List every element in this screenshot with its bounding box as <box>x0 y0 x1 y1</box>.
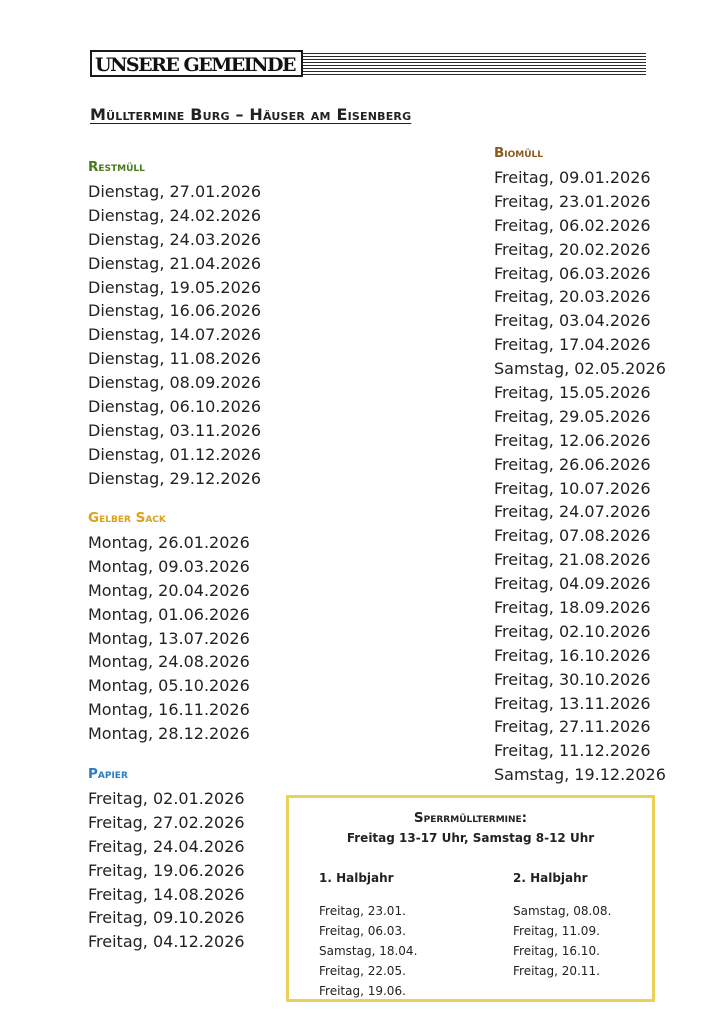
first-half-title: 1. Halbjahr <box>319 871 394 885</box>
first-half-dates <box>319 901 417 1001</box>
biomuell-title: Biomüll <box>494 145 544 161</box>
date-item: Montag, 24.08.2026 <box>88 652 250 672</box>
date-item: Freitag, 09.10.2026 <box>88 908 245 928</box>
restmuell-dates <box>88 180 261 491</box>
date-item: Montag, 05.10.2026 <box>88 676 250 696</box>
date-item: Freitag, 20.11. <box>513 964 600 978</box>
sperrmuell-hours: Freitag 13-17 Uhr, Samstag 8-12 Uhr <box>346 831 595 845</box>
date-item: Freitag, 22.05. <box>319 964 406 978</box>
date-item: Freitag, 11.12.2026 <box>494 741 651 761</box>
date-item: Freitag, 04.12.2026 <box>88 932 245 952</box>
page-title: Mülltermine Burg – Häuser am Eisenberg <box>90 105 412 124</box>
second-half-column <box>513 871 611 981</box>
date-item: Montag, 16.11.2026 <box>88 700 250 720</box>
date-item: Freitag, 11.09. <box>513 924 600 938</box>
date-item: Freitag, 02.10.2026 <box>494 621 651 641</box>
date-item: Dienstag, 14.07.2026 <box>88 325 262 345</box>
date-item: Freitag, 06.03. <box>319 924 406 938</box>
date-item: Montag, 09.03.2026 <box>88 556 250 576</box>
date-item: Freitag, 27.02.2026 <box>88 812 245 832</box>
date-item: Freitag, 27.11.2026 <box>494 717 651 737</box>
banner-title: UNSERE GEMEINDE <box>90 50 303 77</box>
date-item: Dienstag, 08.09.2026 <box>88 373 262 393</box>
date-item: Montag, 01.06.2026 <box>88 604 250 624</box>
date-item: Dienstag, 01.12.2026 <box>88 444 262 464</box>
date-item: Freitag, 20.03.2026 <box>494 287 651 307</box>
date-item: Freitag, 18.09.2026 <box>494 598 651 618</box>
second-half-title: 2. Halbjahr <box>513 871 588 885</box>
date-item: Freitag, 30.10.2026 <box>494 669 651 689</box>
date-item: Freitag, 06.03.2026 <box>494 263 651 283</box>
date-item: Freitag, 07.08.2026 <box>494 526 651 546</box>
date-item: Samstag, 19.12.2026 <box>494 765 666 785</box>
date-item: Freitag, 09.01.2026 <box>494 168 651 187</box>
date-item: Dienstag, 27.01.2026 <box>88 182 262 201</box>
date-item: Freitag, 16.10.2026 <box>494 645 651 665</box>
date-item: Freitag, 03.04.2026 <box>494 311 651 331</box>
date-item: Dienstag, 24.03.2026 <box>88 229 262 249</box>
date-item: Dienstag, 11.08.2026 <box>88 349 262 369</box>
date-item: Dienstag, 29.12.2026 <box>88 468 262 488</box>
second-half-dates <box>513 901 611 981</box>
date-item: Freitag, 17.04.2026 <box>494 335 651 355</box>
biomuell-section <box>494 144 666 787</box>
date-item: Freitag, 29.05.2026 <box>494 406 651 426</box>
date-item: Freitag, 06.02.2026 <box>494 215 651 235</box>
date-item: Montag, 28.12.2026 <box>88 724 250 744</box>
date-item: Freitag, 19.06. <box>319 984 406 998</box>
section-banner <box>90 51 646 76</box>
date-item: Freitag, 02.01.2026 <box>88 789 245 808</box>
gelber-sack-section <box>88 509 250 746</box>
date-item: Freitag, 12.06.2026 <box>494 430 651 450</box>
first-half-column <box>319 871 417 1001</box>
date-item: Dienstag, 16.06.2026 <box>88 301 262 321</box>
sperrmuell-title: Sperrmülltermine: <box>413 810 528 826</box>
biomuell-dates <box>494 166 666 787</box>
date-item: Samstag, 08.08. <box>513 904 612 918</box>
gelber-sack-dates <box>88 531 250 746</box>
date-item: Dienstag, 06.10.2026 <box>88 397 262 417</box>
date-item: Freitag, 14.08.2026 <box>88 884 245 904</box>
date-item: Freitag, 20.02.2026 <box>494 239 651 259</box>
restmuell-title: Restmüll <box>88 159 145 175</box>
papier-dates <box>88 787 245 954</box>
date-item: Freitag, 23.01. <box>319 904 406 918</box>
date-item: Freitag, 16.10. <box>513 944 600 958</box>
date-item: Montag, 26.01.2026 <box>88 533 250 552</box>
papier-section <box>88 765 245 954</box>
date-item: Dienstag, 03.11.2026 <box>88 420 262 440</box>
date-item: Freitag, 10.07.2026 <box>494 478 651 498</box>
restmuell-section <box>88 158 261 491</box>
date-item: Freitag, 24.04.2026 <box>88 836 245 856</box>
date-item: Freitag, 21.08.2026 <box>494 550 651 570</box>
date-item: Montag, 13.07.2026 <box>88 628 250 648</box>
date-item: Dienstag, 19.05.2026 <box>88 277 262 297</box>
date-item: Freitag, 19.06.2026 <box>88 860 245 880</box>
date-item: Freitag, 15.05.2026 <box>494 383 651 403</box>
date-item: Freitag, 24.07.2026 <box>494 502 651 522</box>
date-item: Samstag, 02.05.2026 <box>494 359 666 379</box>
date-item: Freitag, 04.09.2026 <box>494 574 651 594</box>
date-item: Freitag, 23.01.2026 <box>494 191 651 211</box>
date-item: Dienstag, 24.02.2026 <box>88 205 262 225</box>
sperrmuell-box <box>286 795 655 1002</box>
gelber-sack-title: Gelber Sack <box>88 510 166 526</box>
date-item: Montag, 20.04.2026 <box>88 580 250 600</box>
date-item: Samstag, 18.04. <box>319 944 418 958</box>
date-item: Freitag, 13.11.2026 <box>494 693 651 713</box>
date-item: Freitag, 26.06.2026 <box>494 454 651 474</box>
date-item: Dienstag, 21.04.2026 <box>88 253 262 273</box>
papier-title: Papier <box>88 766 128 782</box>
